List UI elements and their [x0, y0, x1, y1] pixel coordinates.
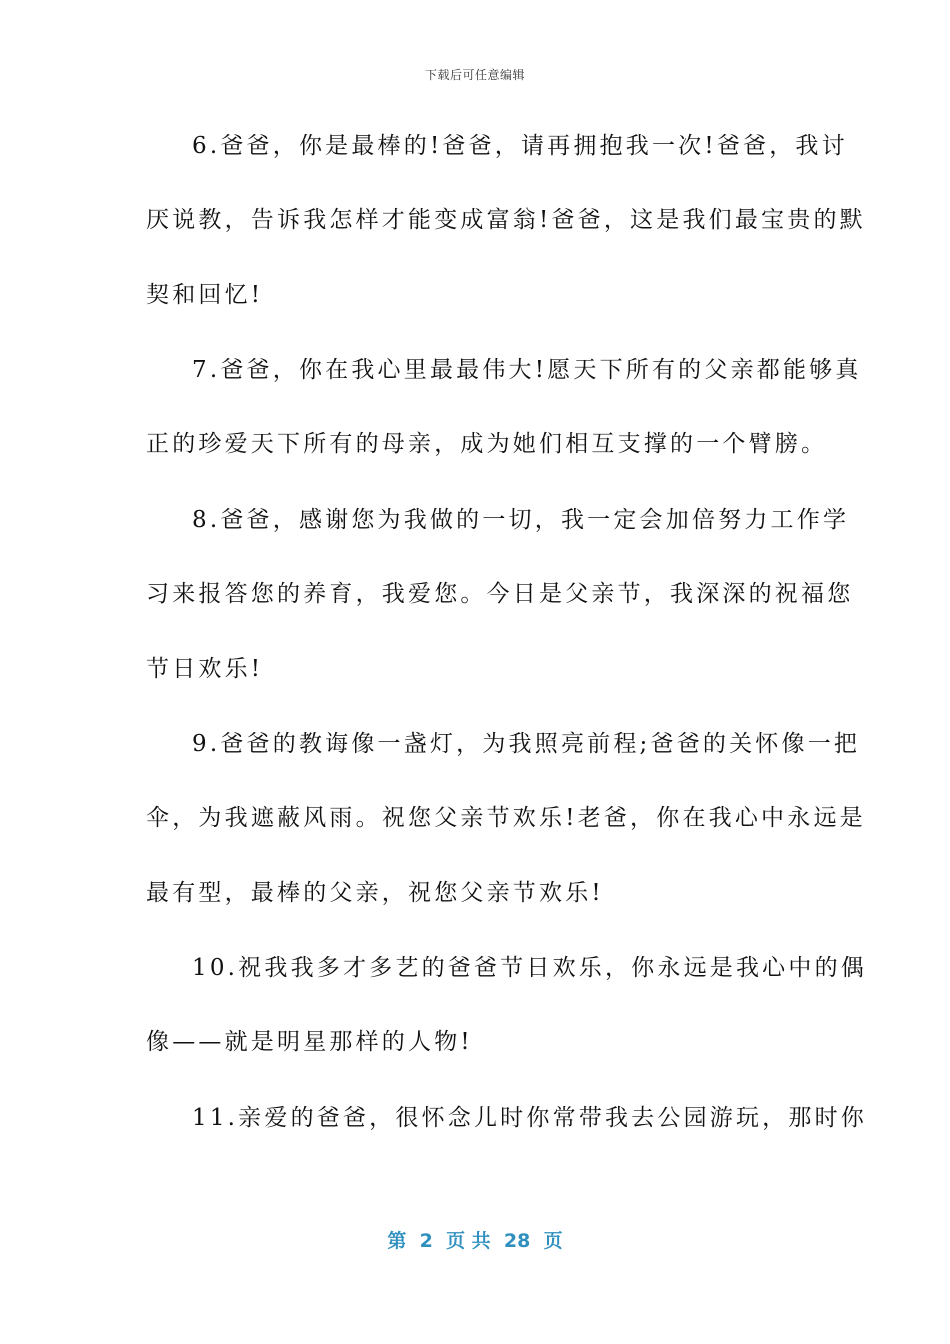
text-line: 厌说教，告诉我怎样才能变成富翁!爸爸，这是我们最宝贵的默	[146, 207, 866, 233]
text-line: 9.爸爸的教诲像一盏灯，为我照亮前程;爸爸的关怀像一把	[192, 731, 861, 757]
text-line: 契和回忆!	[146, 282, 264, 308]
text-line: 最有型，最棒的父亲，祝您父亲节欢乐!	[146, 880, 604, 906]
page-number: 第 2 页 共 28 页	[387, 1230, 563, 1252]
text-line: 正的珍爱天下所有的母亲，成为她们相互支撑的一个臂膀。	[146, 431, 828, 457]
text-line: 像——就是明星那样的人物!	[146, 1029, 473, 1055]
text-line: 10.祝我我多才多艺的爸爸节日欢乐，你永远是我心中的偶	[192, 955, 867, 981]
text-line: 8.爸爸，感谢您为我做的一切，我一定会加倍努力工作学	[192, 507, 850, 533]
text-line: 11.亲爱的爸爸，很怀念儿时你常带我去公园游玩，那时你	[192, 1105, 867, 1131]
text-line: 节日欢乐!	[146, 656, 264, 682]
text-line: 6.爸爸，你是最棒的!爸爸，请再拥抱我一次!爸爸，我讨	[192, 133, 848, 159]
text-line: 7.爸爸，你在我心里最最伟大!愿天下所有的父亲都能够真	[192, 357, 862, 383]
header-note: 下载后可任意编辑	[424, 68, 525, 82]
text-line: 习来报答您的养育，我爱您。今日是父亲节，我深深的祝福您	[146, 581, 854, 607]
text-line: 伞，为我遮蔽风雨。祝您父亲节欢乐!老爸，你在我心中永远是	[146, 805, 866, 831]
